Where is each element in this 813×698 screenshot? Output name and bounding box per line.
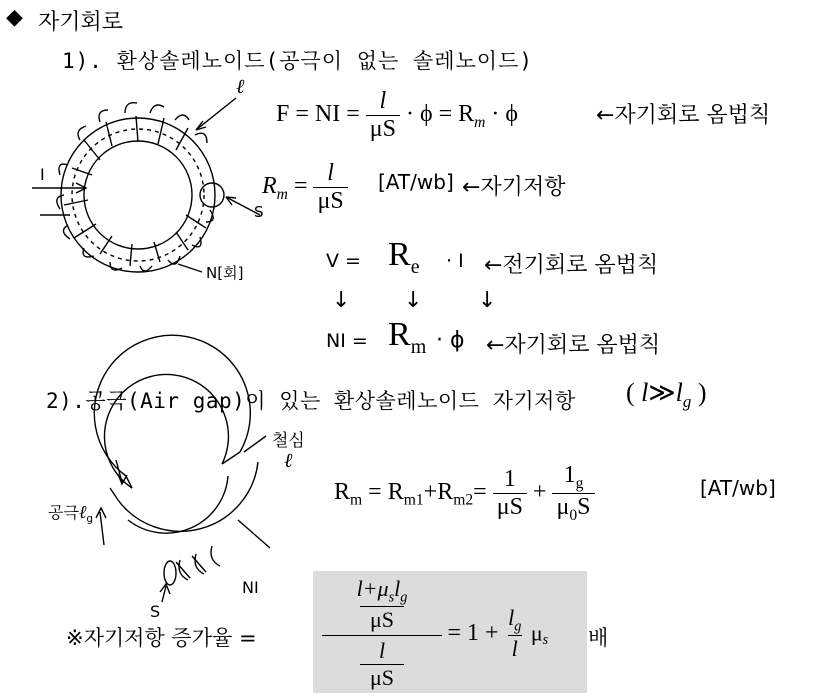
- fig2-s-label: S: [150, 602, 161, 621]
- arrow-3: ↓: [478, 288, 497, 313]
- arrow-1: ↓: [332, 288, 351, 313]
- mag-note: ←자기회로 옴법칙: [486, 333, 661, 358]
- section2-condition: ( $l≫l_g$ ): [626, 378, 707, 412]
- fig2-core-label: 철심: [272, 431, 305, 451]
- fig1-n-label: N[회]: [206, 264, 244, 282]
- arrow-2: ↓: [404, 288, 423, 313]
- gap-coil: [164, 546, 220, 585]
- title-bullet: ◆: [6, 5, 23, 30]
- fig2-l-label: ℓ: [284, 450, 293, 472]
- elec-tail: · I: [446, 250, 464, 272]
- ratio-tail: 배: [588, 626, 609, 650]
- ratio-compound-fraction: $l+\mu_sl_g$ μS l μS = 1 + $\frac{l_g}{l}$ $\mu_s$: [322, 576, 548, 691]
- mag-lhs: NI =: [326, 330, 368, 352]
- eq1-note: ←자기회로 옴법칙: [596, 103, 771, 128]
- fig1-current-label: I: [40, 165, 45, 184]
- gap-eq-unit: [AT/wb]: [700, 476, 776, 500]
- fig1-l-label: ℓ: [236, 76, 245, 98]
- equation-magnetomotive: F = NI = $\frac{l}{\mu S}$ · $\phi = R_m \cdot \phi$: [276, 88, 519, 142]
- equation-reluctance: $R_m$ = $\frac{l}{\mu S}$: [262, 160, 348, 215]
- ratio-label: ※자기저항 증가율 =: [66, 626, 257, 650]
- elec-r: $R_e$: [388, 236, 420, 278]
- fig1-s-label: S: [254, 203, 264, 221]
- gap-toroid-figure: [94, 335, 270, 602]
- eq2-note: ←자기저항: [462, 175, 566, 200]
- elec-note: ←전기회로 옴법칙: [484, 253, 659, 278]
- eq2-unit: [AT/wb]: [378, 170, 454, 194]
- page-title: 자기회로: [38, 10, 124, 35]
- fig2-gap-label: 공극ℓ$_g$: [48, 502, 94, 526]
- fig2-ni-label: NI: [242, 578, 259, 597]
- equation-gap-reluctance: $R_m = R_{m1}+R_{m2}=$ $\frac{1}{\mu S}$ + $\frac{1_g}{\mu_0S}$: [334, 462, 595, 525]
- section2-heading: 2).공극(Air gap)이 있는 환상솔레노이드 자기저항: [46, 389, 576, 413]
- elec-lhs: V =: [326, 250, 361, 272]
- mag-tail: · ϕ: [436, 328, 465, 353]
- mag-r: $R_m$: [388, 316, 427, 358]
- section1-heading: 1). 환상솔레노이드(공극이 없는 솔레노이드): [62, 49, 534, 73]
